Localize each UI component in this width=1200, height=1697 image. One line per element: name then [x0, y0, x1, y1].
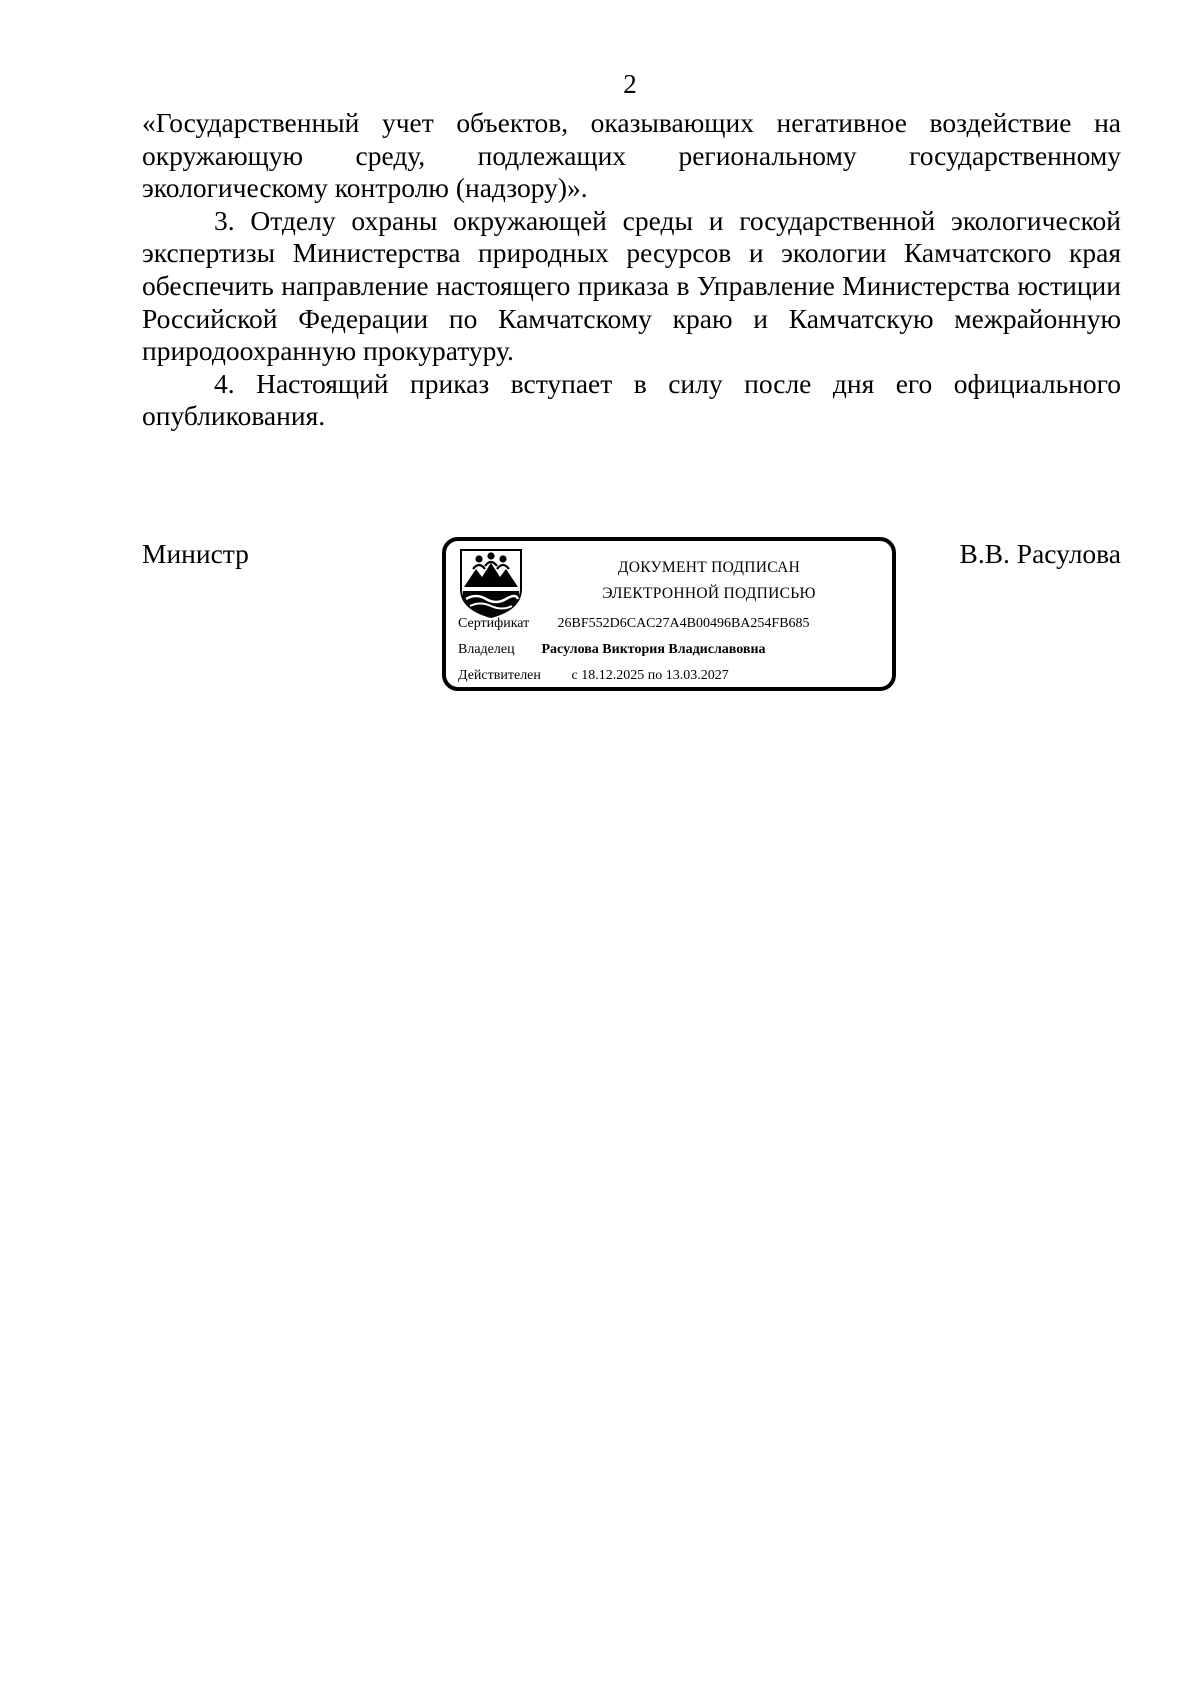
- kamchatka-coat-of-arms-icon: [458, 547, 524, 619]
- stamp-heading-line1: ДОКУМЕНТ ПОДПИСАН: [617, 559, 801, 576]
- owner-label: Владелец: [458, 642, 515, 657]
- signer-name: В.В. Расулова: [959, 538, 1121, 569]
- owner-value: Расулова Виктория Владиславовна: [541, 642, 766, 657]
- validity-label: Действителен: [458, 668, 541, 683]
- signature-block: [142, 538, 1121, 698]
- electronic-signature-stamp: [442, 537, 896, 691]
- validity-value: с 18.12.2025 по 13.03.2027: [571, 668, 729, 683]
- certificate-value: 26BF552D6CAC27A4B00496BA254FB685: [557, 616, 810, 631]
- paragraph-item-3: 3. Отделу охраны окружающей среды и государственной экологической экспертизы Министерства природных ресурсов и экологии Камчатского края обеспечить направление настоящего приказа в Управление Министерства юстиции Российской Федерации по Камчатскому краю и Камчатскую межрайонную природоохранную прокуратуру.: [142, 204, 1121, 367]
- signer-position: Министр: [142, 538, 249, 569]
- stamp-owner-row: [458, 641, 766, 659]
- document-body: [142, 107, 1121, 433]
- paragraph-item-4: 4. Настоящий приказ вступает в силу после дня его официального опубликования.: [142, 367, 1121, 432]
- page-number: 2: [623, 69, 637, 99]
- stamp-heading-line2: ЭЛЕКТРОННОЙ ПОДПИСЬЮ: [602, 585, 816, 602]
- certificate-label: Сертификат: [458, 616, 530, 631]
- paragraph-continuation: «Государственный учет объектов, оказывающих негативное воздействие на окружающую среду, подлежащих региональному государственному экологическому контролю (надзору)».: [142, 107, 1121, 204]
- stamp-heading: [526, 555, 892, 607]
- stamp-certificate-row: [458, 615, 810, 633]
- stamp-validity-row: [458, 667, 729, 685]
